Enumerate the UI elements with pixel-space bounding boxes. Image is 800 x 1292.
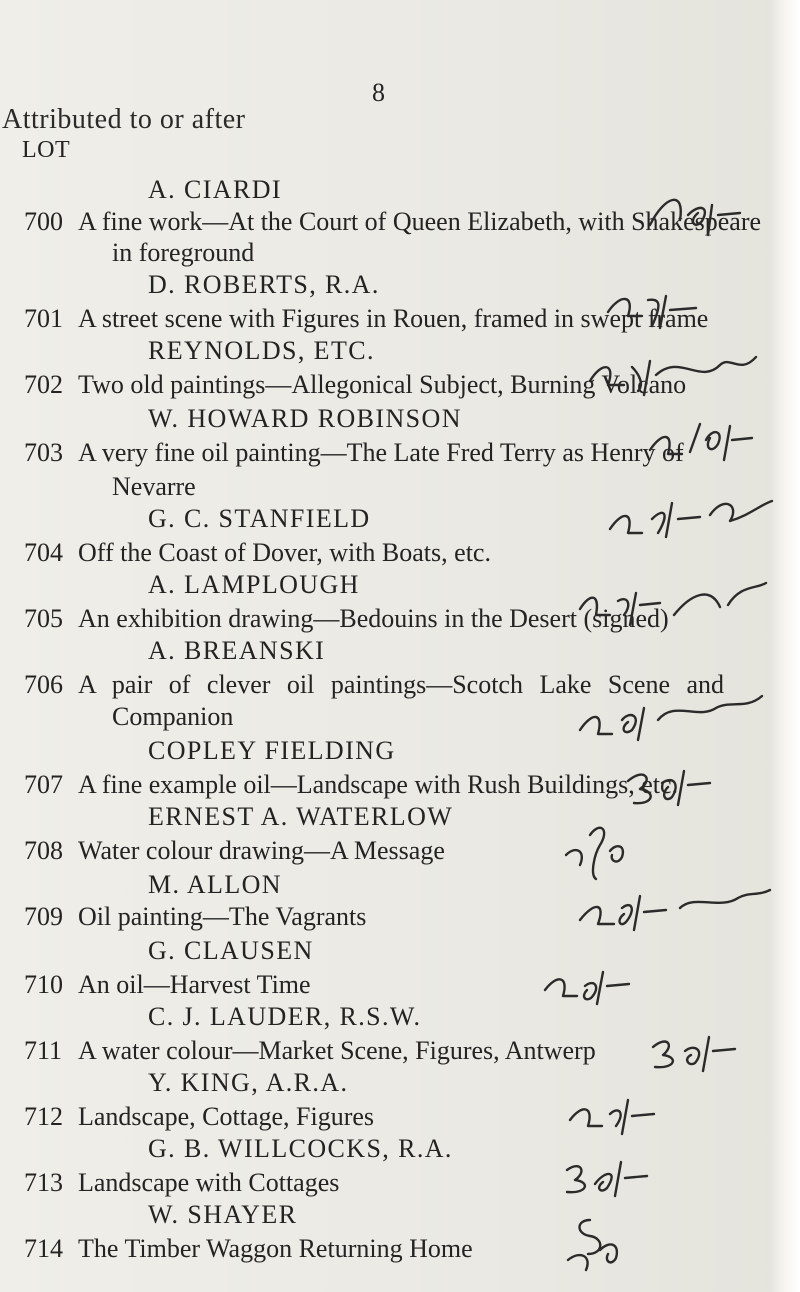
artist-name: A. CIARDI [148,175,282,204]
artist-name: M. ALLON [148,870,282,899]
handwritten-price-note [570,880,780,940]
lot-description-continued: Nevarre [112,472,196,501]
artist-name: A. LAMPLOUGH [148,570,360,599]
section-title: Attributed to or after [2,104,246,135]
lot-description: Oil painting—The Vagrants [78,902,367,931]
artist-name: W. HOWARD ROBINSON [148,404,462,433]
lot-description: Off the Coast of Dover, with Boats, etc. [78,538,491,567]
lot-description: A fine example oil—Landscape with Rush Buildings, etc. [78,770,679,799]
handwritten-price-note [555,1150,665,1200]
handwritten-price-note [560,1210,660,1290]
handwritten-price-note [535,960,645,1010]
lot-number: 704 [24,538,63,567]
lot-number: 710 [24,970,63,999]
lot-number: 714 [24,1234,63,1263]
lot-description: A fine work—At the Court of Queen Elizabeth, with Shakespeare [78,207,762,236]
lot-description: A very fine oil painting—The Late Fred Terry as Henry of [78,438,684,467]
handwritten-price-note [600,485,780,545]
handwritten-price-note [600,282,710,332]
artist-name: G. B. WILLCOCKS, R.A. [148,1134,453,1163]
lot-number: 702 [24,370,63,399]
lot-number: 708 [24,836,63,865]
lot-description: A water colour—Market Scene, Figures, Antwerp [78,1036,596,1065]
page-number: 8 [372,78,385,107]
artist-name: G. CLAUSEN [148,936,314,965]
handwritten-price-note [645,1025,755,1075]
lot-description: An oil—Harvest Time [78,970,311,999]
handwritten-price-note [570,690,770,750]
lot-description-continued: Companion [112,702,234,731]
artist-name: W. SHAYER [148,1200,298,1229]
artist-name: COPLEY FIELDING [148,736,396,765]
artist-name: ERNEST A. WATERLOW [148,802,454,831]
handwritten-price-note [560,815,640,885]
lot-description: Landscape, Cottage, Figures [78,1102,375,1131]
artist-name: A. BREANSKI [148,636,326,665]
handwritten-price-note [580,345,780,405]
lot-column-header: LOT [22,137,71,163]
lot-number: 703 [24,438,63,467]
artist-name: C. J. LAUDER, R.S.W. [148,1002,422,1031]
page-edge [770,0,800,1292]
handwritten-price-note [640,185,760,245]
handwritten-price-note [620,755,730,815]
handwritten-price-note [640,410,760,470]
lot-number: 705 [24,604,63,633]
lot-number: 706 [24,670,63,699]
lot-description: Water colour drawing—A Message [78,836,445,865]
lot-description: Landscape with Cottages [78,1168,340,1197]
lot-number: 709 [24,902,63,931]
lot-description: A street scene with Figures in Rouen, framed in swept frame [78,304,709,333]
lot-description-continued: in foreground [112,238,255,267]
lot-number: 700 [24,207,63,236]
lot-number: 711 [24,1036,63,1065]
lot-number: 712 [24,1102,63,1131]
lot-description: An exhibition drawing—Bedouins in the Desert (signed) [78,604,669,633]
artist-name: Y. KING, A.R.A. [148,1068,349,1097]
artist-name: G. C. STANFIELD [148,504,371,533]
lot-number: 713 [24,1168,63,1197]
handwritten-price-note [560,1088,670,1138]
lot-number: 707 [24,770,63,799]
artist-name: REYNOLDS, ETC. [148,336,375,365]
handwritten-price-note [570,575,780,635]
lot-description: Two old paintings—Allegonical Subject, Burning Volcano [78,370,687,399]
lot-number: 701 [24,304,63,333]
artist-name: D. ROBERTS, R.A. [148,270,380,299]
lot-description: The Timber Waggon Returning Home [78,1234,473,1263]
lot-description: A pair of clever oil paintings—Scotch Lake Scene and [78,670,725,699]
